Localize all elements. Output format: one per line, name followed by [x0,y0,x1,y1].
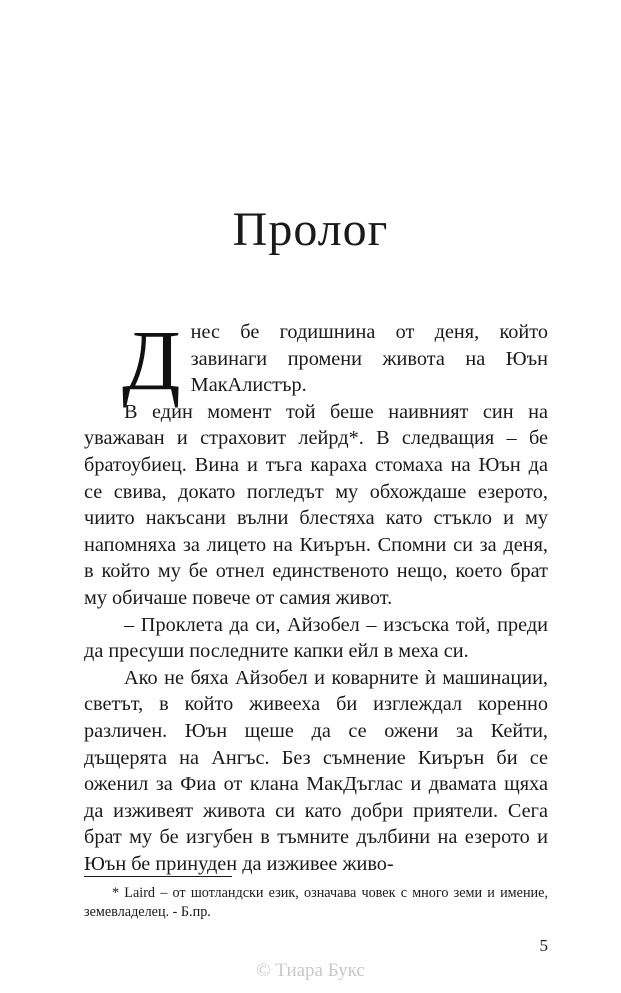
paragraph-1 [84,312,548,408]
paragraph-3: – Проклета да си, Айзобел – изсъска той, преди да пресуши последните капки ейл в меха си. [84,613,548,663]
paragraph-4: Ако не бяха Айзобел и коварните ѝ машинации, светът, в който живееха би изглеждал коренно различен. Юън щеше да се ожени за Кейти, дъщерята на Ангъс. Без съмнение Киърън би се оженил за Фиа от клана МакДъглас и двамата щяха да изживеят живота си като добри приятели. Сега брат му бе изгубен в тъмните дълбини на езерото и Юън бе принуден да изживее живо- [84,666,548,875]
drop-cap: Д [122,312,181,408]
footnote-divider [84,876,232,877]
paragraph-1-text: нес бе годишнина от деня, който завинаги промени живота на Юън МакАлистър. [190,321,548,397]
copyright-watermark: © Тиара Букс [256,960,365,981]
body-text [84,312,548,877]
page-number: 5 [539,936,548,955]
footnote: * Laird – от шотландски език, означава човек с много земи и имение, земевладелец. - Б.пр. [84,885,548,920]
chapter-title: Пролог [232,203,389,257]
paragraph-2: В един момент той беше наивният син на уважаван и страховит лейрд*. В следващия – бе братоубиец. Вина и тъга караха стомаха на Юън да се свива, докато погледът му обхождаше езерото, чиито накъсани вълни блестяха като стъкло и му напомняха за лицето на Киърън. Спомни си за деня, в който му бе отнел единственото нещо, което брат му обичаше повече от самия живот. [84,400,548,609]
